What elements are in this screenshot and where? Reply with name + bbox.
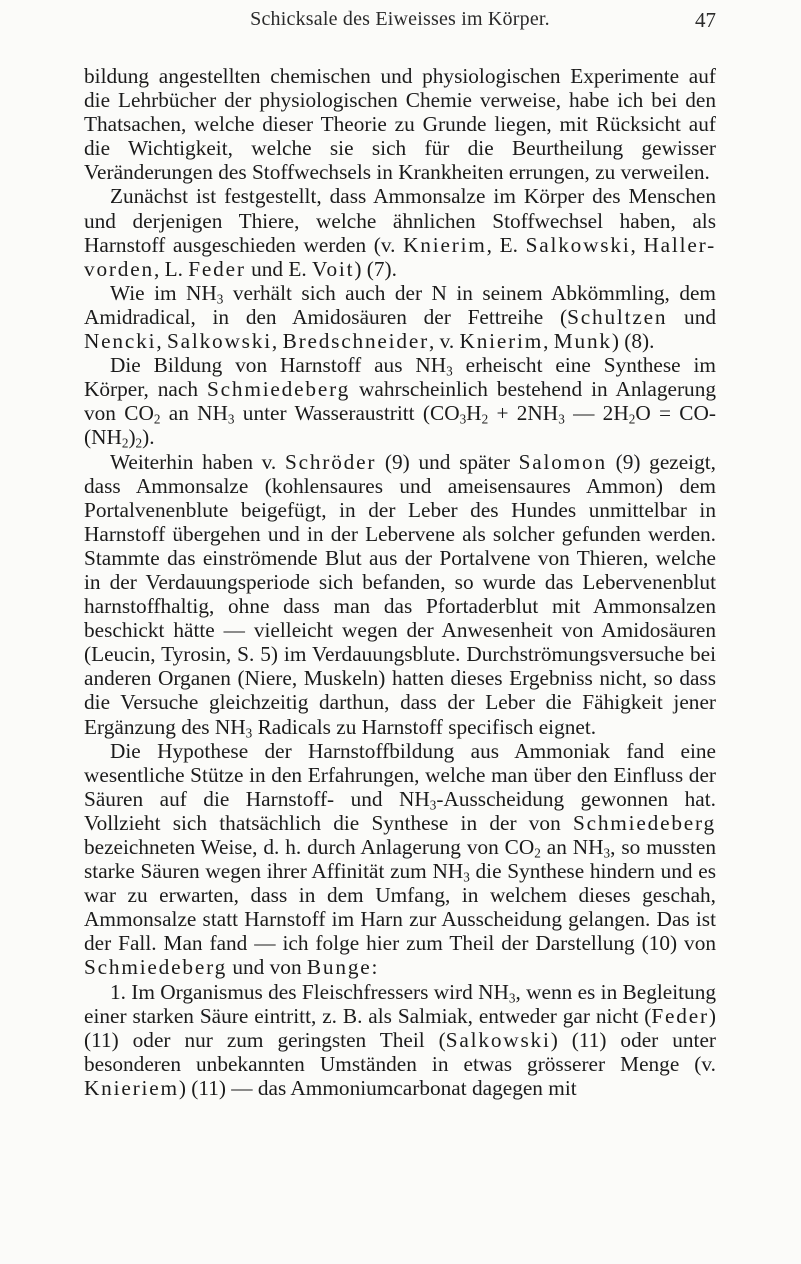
text-run: an NH bbox=[160, 401, 228, 426]
author-name: Feder bbox=[651, 1003, 709, 1028]
paragraph bbox=[84, 450, 716, 739]
running-head bbox=[84, 8, 716, 38]
author-name: Bredschneider bbox=[282, 329, 429, 354]
author-name: Salkowski bbox=[166, 329, 272, 354]
text-run: ) (8). bbox=[611, 329, 655, 354]
list-item bbox=[84, 980, 716, 1100]
subscript: 3 bbox=[603, 845, 611, 861]
running-title: Schicksale des Eiweisses im Körper. bbox=[250, 8, 550, 30]
text-run: , bbox=[156, 329, 167, 354]
text-run: verhält sich auch der N in seinem Abkömmling, dem Amidradical, in den Amidosäuren der Fettreihe ( bbox=[84, 280, 716, 329]
author-name: Schmiedeberg bbox=[572, 810, 716, 835]
text-run: , so mussten starke Säuren wegen ihrer Affinität zum NH bbox=[84, 835, 717, 884]
subscript: 2 bbox=[534, 845, 541, 861]
author-name: Knierim bbox=[403, 232, 487, 257]
text-run: , bbox=[271, 329, 283, 354]
text-run: : bbox=[371, 955, 378, 980]
author-name: Schmiedeberg bbox=[206, 377, 351, 402]
author-name: Bunge bbox=[306, 955, 372, 980]
author-name: Schmiedeberg bbox=[84, 955, 228, 980]
author-name: Haller-vorden bbox=[84, 232, 716, 281]
author-name: Voit bbox=[312, 256, 355, 281]
text-run: , E. bbox=[486, 232, 526, 257]
text-run: wahrscheinlich bestehend in Anlagerung von CO bbox=[84, 377, 717, 426]
text-run: H bbox=[466, 401, 482, 426]
text-run: , bbox=[630, 232, 644, 257]
text-run: bezeichneten Weise, d. h. durch Anlagerung von CO bbox=[84, 835, 535, 859]
page-number: 47 bbox=[695, 8, 716, 32]
text-run: , v. bbox=[428, 329, 460, 354]
paragraph bbox=[84, 281, 716, 353]
subscript: 3 bbox=[463, 869, 470, 885]
author-name: Schultzen bbox=[567, 304, 668, 329]
text-run: und bbox=[667, 304, 716, 329]
text-run: und von bbox=[227, 955, 307, 980]
subscript: 2 bbox=[628, 412, 636, 427]
subscript: 3 bbox=[429, 797, 437, 813]
text-run: Die Bildung von Harnstoff aus NH bbox=[110, 353, 447, 378]
text-run: unter Wasseraustritt (CO bbox=[234, 401, 460, 426]
text-run: ). bbox=[142, 425, 155, 450]
text-run: und E. bbox=[245, 256, 313, 281]
text-run: ) (11) — das Ammoniumcarbonat dagegen mit bbox=[178, 1075, 577, 1100]
author-name: Feder bbox=[188, 256, 246, 281]
text-run: bildung angestellten chemischen und physiologischen Experimente auf die Lehrbücher der physiologischen Chemie verweise, habe ich bei den Thatsachen, welche dieser Theorie zu Grunde liegen, mit Rücksicht auf die Wichtigkeit, welche sie sich für die Beurtheilung gewisser Veränderungen des Stoffwechsels in Krankheiten errungen, zu verweilen. bbox=[84, 64, 716, 185]
paragraph bbox=[84, 353, 717, 452]
subscript: 2 bbox=[121, 436, 129, 452]
paragraph bbox=[84, 184, 716, 280]
text-run: die Synthese hindern und es war zu erwarten, dass in dem Umfang, in welchem dieses geschah, Ammonsalze statt Harnstoff im Harn zur Ausscheidung gelangen. Das ist der Fall. Man fand — ich folge hier zum Theil der Darstellung (10) von bbox=[84, 859, 717, 956]
text-run: , bbox=[543, 329, 554, 354]
text-run: ) (11) oder unter besonderen unbekannten Umständen in etwas grösserer Menge (v. bbox=[84, 1027, 717, 1076]
subscript: 3 bbox=[245, 725, 253, 741]
author-name: Salkowski bbox=[445, 1027, 551, 1052]
text-run: Zunächst ist festgestellt, dass Ammonsalze im Körper des Menschen und derjenigen Thiere, welche ähnlichen Stoffwechsel haben, als Harnstoff ausgeschieden werden (v. bbox=[84, 184, 716, 257]
subscript: 2 bbox=[135, 436, 143, 452]
paragraph bbox=[84, 739, 716, 980]
author-name: Munk bbox=[553, 329, 612, 354]
body-text bbox=[84, 64, 716, 1100]
subscript: 2 bbox=[481, 412, 489, 427]
author-name: Salomon bbox=[518, 449, 607, 474]
subscript: 3 bbox=[508, 990, 516, 1006]
author-name: Salkowski bbox=[525, 232, 631, 257]
author-name: Knieriem bbox=[84, 1075, 179, 1100]
text-run: Weiterhin haben v. bbox=[110, 449, 285, 474]
text-run: , L. bbox=[153, 256, 189, 281]
text-run: Die Hypothese der Harnstoffbildung aus Ammoniak fand eine wesentliche Stütze in den Erfahrungen, welche man über den Einfluss der Säuren auf die Harnstoff- und NH bbox=[84, 738, 716, 811]
text-run: erheischt eine Synthese im Körper, nach bbox=[84, 353, 716, 402]
author-name: Nencki bbox=[84, 329, 157, 354]
author-name: Knierim bbox=[459, 329, 544, 354]
text-run: an NH bbox=[540, 835, 604, 859]
text-run: O = CO-(NH bbox=[84, 401, 716, 450]
subscript: 2 bbox=[153, 412, 161, 427]
paragraph bbox=[84, 64, 716, 184]
text-run: ) (11) oder nur zum geringsten Theil ( bbox=[84, 1003, 716, 1052]
subscript: 3 bbox=[227, 412, 235, 427]
text-run: ) (7). bbox=[354, 256, 397, 281]
text-run: -Ausscheidung gewonnen hat. Vollzieht sich thatsächlich die Synthese in der von bbox=[84, 786, 716, 835]
text-run: 1. Im Organismus des Fleischfressers wird NH bbox=[110, 979, 509, 1004]
subscript: 3 bbox=[459, 412, 467, 427]
text-run: ) bbox=[128, 425, 136, 450]
subscript: 3 bbox=[216, 291, 224, 307]
text-run: + 2NH bbox=[488, 401, 559, 426]
text-run: (9) gezeigt, dass Ammonsalze (kohlensaures und ameisensaures Ammon) dem Portalvenenblute beigefügt, in der Leber des Hundes unmittelbar in Harnstoff übergehen und in der Lebervene als solcher gefunden werden. Stammte das einströmende Blut aus der Portalvene von Thieren, welche in der Verdauungsperiode sich befanden, so wurde das Lebervenenblut harnstoffhaltig, ohne dass man das Pfortaderblut mit Ammonsalzen beschickt hätte — vielleicht wegen der Anwesenheit von Amidosäuren (Leucin, Tyrosin, S. 5) im Verdauungsblute. Durchströmungsversuche bei anderen Organen (Niere, Muskeln) hatten dieses Ergebniss nicht, so dass die Versuche gleichzeitig darthun, dass der Leber die Fähigkeit jener Ergänzung des NH bbox=[84, 449, 716, 739]
subscript: 3 bbox=[558, 412, 565, 427]
subscript: 3 bbox=[446, 363, 453, 379]
text-run: (9) und später bbox=[376, 449, 519, 474]
text-run: Radicals zu Harnstoff specifisch eignet. bbox=[252, 714, 597, 739]
text-run: — 2H bbox=[564, 401, 629, 426]
text-run: Wie im NH bbox=[110, 280, 217, 305]
author-name: Schröder bbox=[284, 449, 377, 474]
text-run: , wenn es in Begleitung einer starken Säure eintritt, z. B. als Salmiak, entweder gar nicht ( bbox=[84, 979, 717, 1028]
